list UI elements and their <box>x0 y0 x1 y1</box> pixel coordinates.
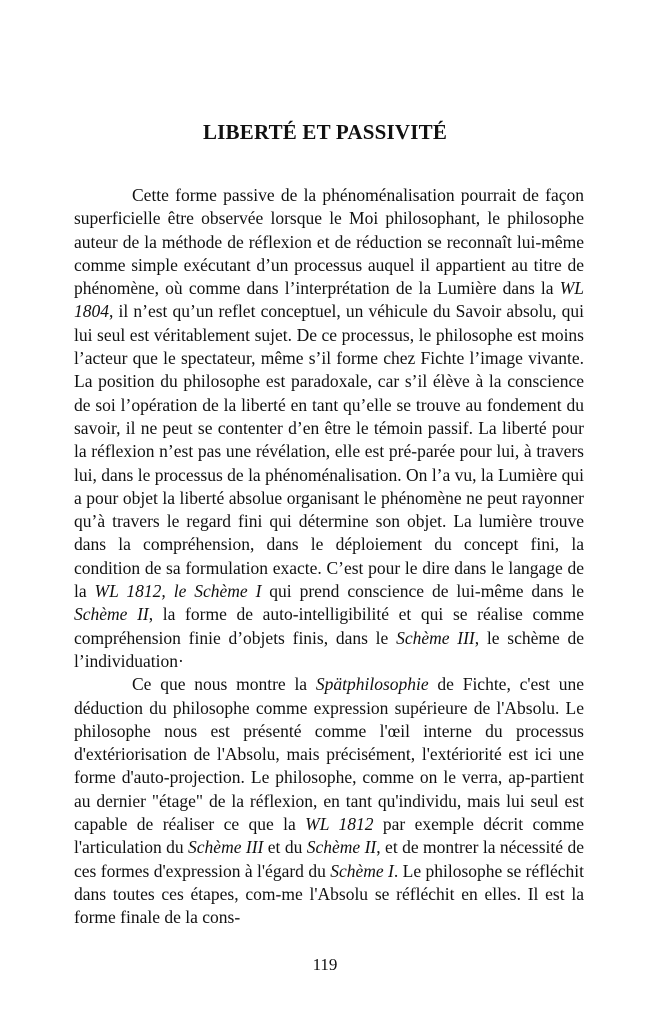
text-run: par exemple décrit comme l'articulation du <box>74 814 584 858</box>
paragraph-1 <box>74 184 584 673</box>
chapter-title: LIBERTÉ ET PASSIVITÉ <box>202 120 448 144</box>
text-run: qui prend conscience de lui-même dans le <box>261 581 584 602</box>
text-run: , le schème de l’individuation· <box>74 627 584 671</box>
text-run: Cette forme passive de la phénoménalisation pourrait de façon superficielle être observée lorsque le Moi philosophant, le philosophe auteur de la méthode de réflexion et de réduction se reconnaît lui-même comme simple exécutant d’un processus auquel il appartient au titre de phénomène, où comme dans l’interprétation de la Lumière dans la <box>74 185 584 299</box>
italic-run: WL 1804 <box>74 278 584 322</box>
page-number: 119 <box>312 955 338 974</box>
italic-run: Schème II <box>74 604 149 625</box>
body-text <box>74 184 584 930</box>
italic-run: WL 1812 <box>305 814 374 835</box>
text-run: Ce que nous montre la <box>132 674 316 695</box>
text-run: , il n’est qu’un reflet conceptuel, un véhicule du Savoir absolu, qui lui seul est véritablement sujet. De ce processus, le philosophe est moins l’acteur que le spectateur, même s’il forme chez Fichte l’image vivante. La position du philosophe est paradoxale, car s’il élève à la conscience de soi l’opération de la liberté en tant qu’elle se trouve au fondement du savoir, il ne peut se contenter d’en être le témoin passif. La liberté pour la réflexion n’est pas une révélation, elle est pré-parée pour lui, à travers lui, dans le processus de la phénoménalisation. On l’a vu, la Lumière qui a pour objet la liberté absolue organisant le phénomène ne peut rayonner qu’à travers le regard fini qui détermine son objet. La lumière trouve dans la compréhension, dans le déploiement du concept fini, la condition de sa formulation exacte. C’est pour le dire dans le langage de la <box>74 301 584 602</box>
text-run: , et de montrer la nécessité de ces formes d'expression à l'égard du <box>74 837 584 881</box>
italic-run: Schème I <box>330 860 394 881</box>
italic-run: WL 1812, le Schème I <box>94 581 262 602</box>
paragraph-2 <box>74 673 584 929</box>
text-run: , la forme de auto-intelligibilité et qui se réalise comme compréhension finie d’objets finis, dans le <box>74 604 584 648</box>
text-run: . Le philosophe se réfléchit dans toutes ces étapes, com-me l'Absolu se réfléchit en elles. Il est la forme finale de la cons- <box>74 860 584 928</box>
italic-run: Spätphilosophie <box>315 674 429 695</box>
italic-run: Schème III <box>188 837 264 858</box>
text-run: et du <box>263 837 307 858</box>
text-run: de Fichte, c'est une déduction du philosophe comme expression supérieure de l'Absolu. Le philosophe nous est présenté comme l'œil interne du processus d'extériorisation de l'Absolu, mais précisément, l'extériorité est ici une forme d'auto-projection. Le philosophe, comme on le verra, ap-partient au dernier "étage" de la réflexion, en tant qu'individu, mais lui seul est capable de réaliser ce que la <box>74 674 585 835</box>
italic-run: Schème II <box>306 837 377 858</box>
italic-run: Schème III <box>396 627 475 648</box>
